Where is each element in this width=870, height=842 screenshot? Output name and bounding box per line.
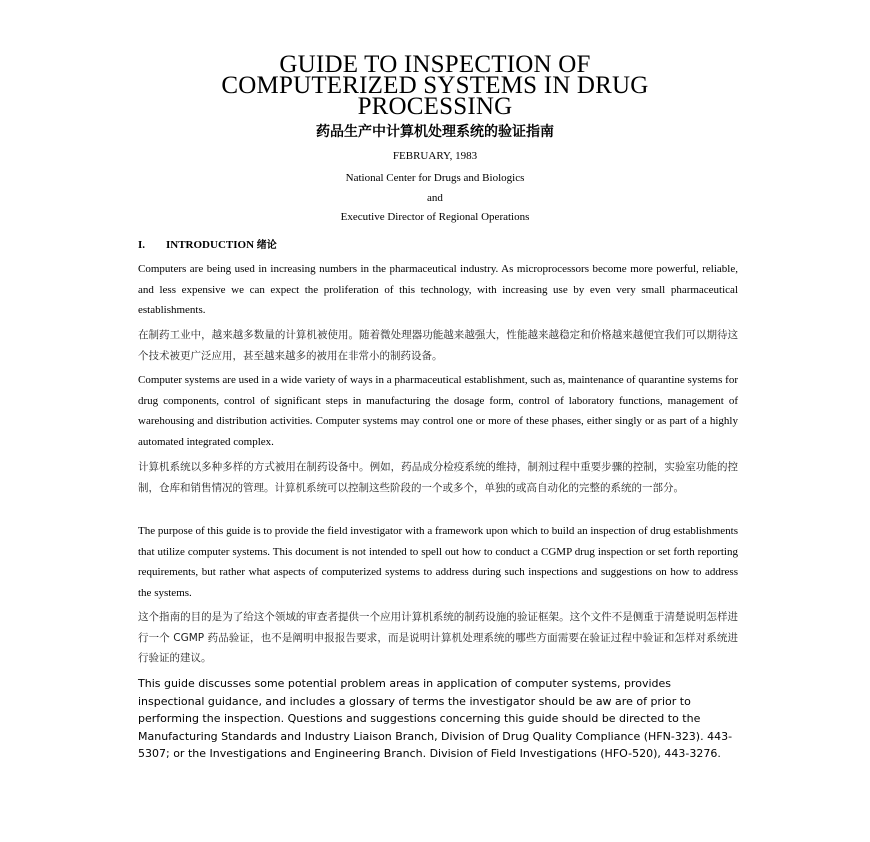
paragraph-3-english: The purpose of this guide is to provide the field investigator with a framework upon which to build an inspection of drug establishments that utilize computer systems. This document is not intended to spell out how to conduct a CGMP drug inspection or set forth reporting requirements, but rather what aspects of computerized systems to address during such inspections and suggestions on how to address the systems. — [138, 525, 738, 599]
paragraph-2-chinese: 计算机系统以多种多样的方式被用在制药设备中。例如，药品成分检疫系统的维持，制剂过程中重要步骤的控制，实验室功能的控制，仓库和销售情况的管理。计算机系统可以控制这些阶段的一个或多个，单独的或高自动化的完整的系统的一部分。 — [138, 461, 738, 494]
chinese-title: 药品生产中计算机处理系统的验证指南 — [316, 124, 554, 140]
title-line-1: GUIDE TO INSPECTION OF — [279, 51, 591, 78]
document-date: FEBRUARY, 1983 — [392, 150, 478, 162]
section-title: INTRODUCTION — [166, 239, 255, 251]
section-number: I. — [138, 239, 146, 251]
title-line-3: PROCESSING — [357, 93, 513, 120]
section-title-cn: 绪论 — [256, 240, 277, 251]
organization-line-2: Executive Director of Regional Operations — [340, 211, 530, 223]
organization-line-1: National Center for Drugs and Biologics — [345, 172, 525, 184]
title-line-2: COMPUTERIZED SYSTEMS IN DRUG — [221, 72, 649, 99]
paragraph-4-english: This guide discusses some potential problem areas in application of computer systems, provides inspectional guidance, and includes a glossary of terms the investigator should be aw are of prior to performing the inspection. Questions and suggestions concerning this guide should be directed to the Manufacturing Standards and Industry Liaison Branch, Division of Drug Quality Compliance (HFN-323). 443-5307; or the Investigations and Engineering Branch. Division of Field Investigations (HFO-520), 443-3276. — [138, 677, 733, 760]
organization-and: and — [427, 192, 443, 204]
paragraph-1-chinese: 在制药工业中，越来越多数量的计算机被使用。随着微处理器功能越来越强大，性能越来越稳定和价格越来越便宜我们可以期待这个技术被更广泛应用，甚至越来越多的被用在非常小的制药设备。 — [138, 329, 738, 362]
section-heading — [138, 236, 277, 251]
paragraph-2-english: Computer systems are used in a wide variety of ways in a pharmaceutical establishment, such as, maintenance of quarantine systems for drug components, control of significant steps in manufacturing the dosage form, control of laboratory functions, management of warehousing and distribution activities. Computer systems may control one or more of these phases, either singly or as part of a highly automated integrated complex. — [138, 374, 738, 448]
paragraph-1-english: Computers are being used in increasing numbers in the pharmaceutical industry. As microprocessors become more powerful, reliable, and less expensive we can expect the proliferation of this technology, with increasing use by even very small pharmaceutical establishments. — [138, 263, 738, 316]
paragraph-3-chinese: 这个指南的目的是为了给这个领域的审查者提供一个应用计算机系统的制药设施的验证框架。这个文件不是侧重于清楚说明怎样进行一个 CGMP 药品验证，也不是阐明申报报告要求，而是说明计算机处理系统的哪些方面需要在验证过程中验证和怎样对系统进行验证的建议。 — [138, 611, 738, 664]
